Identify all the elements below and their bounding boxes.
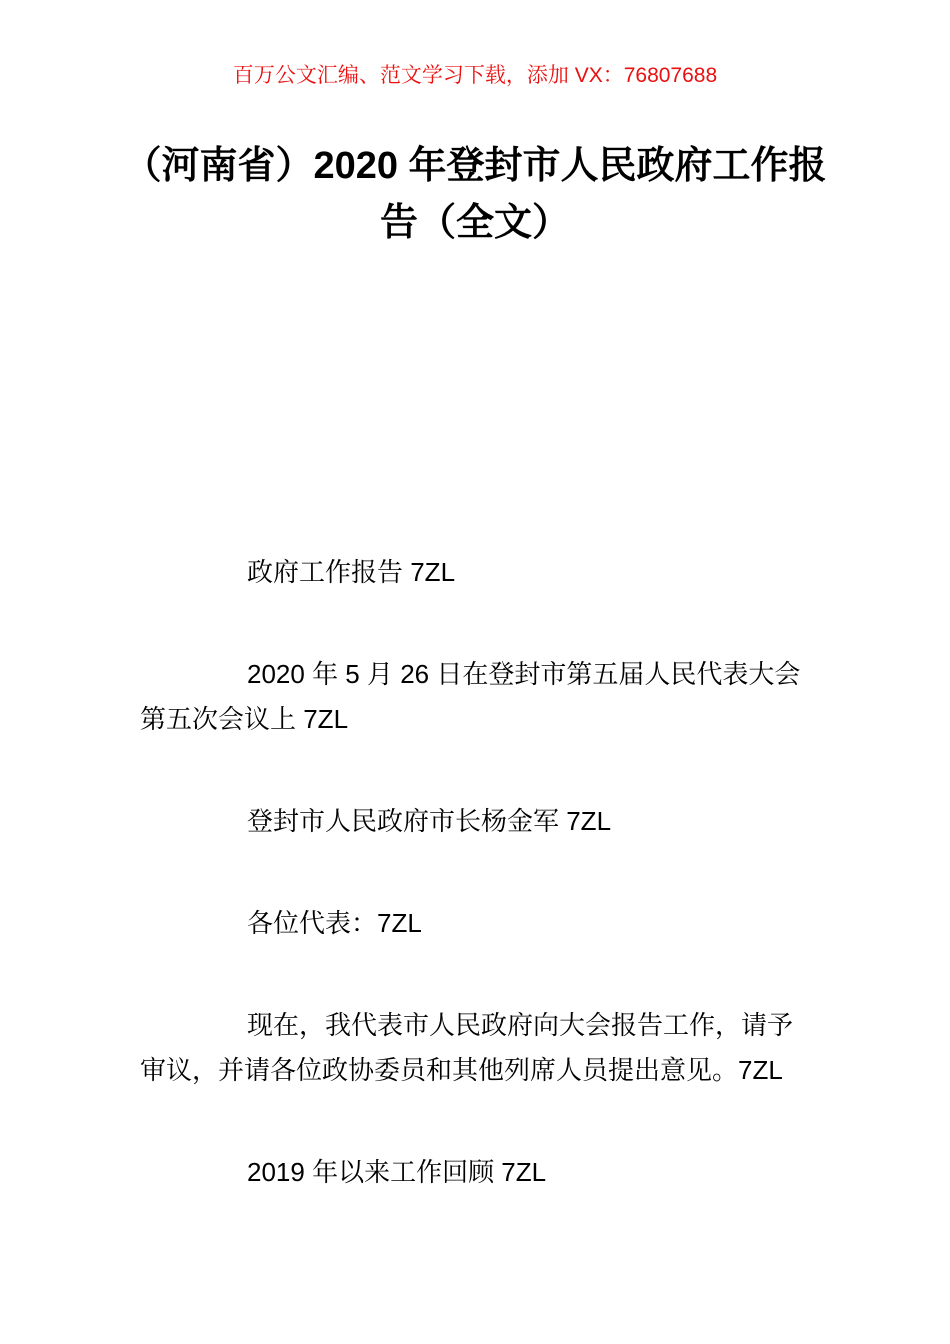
promo-header-text: 百万公文汇编、范文学习下载，添加 VX：76807688 [232, 64, 718, 87]
doc-title-line-2: 告（全文） [379, 202, 570, 244]
paragraph-salutation [140, 901, 810, 946]
paragraph-session-info [140, 652, 810, 742]
paragraph-report-label [140, 550, 810, 595]
paragraph-line: 第五次会议上 7ZL [140, 704, 349, 734]
paragraph-line: 登封市人民政府市长杨金军 7ZL [247, 806, 612, 836]
doc-title-line-1: （河南省）2020 年登封市人民政府工作报 [123, 145, 827, 187]
doc-body [140, 252, 810, 1195]
paragraph-line: 现在，我代表市人民政府向大会报告工作，请予 [247, 1010, 794, 1040]
paragraph-line: 政府工作报告 7ZL [247, 557, 456, 587]
paragraph-speaker [140, 799, 810, 844]
paragraph-line: 各位代表：7ZL [247, 908, 422, 938]
paragraph-line: 2020 年 5 月 26 日在登封市第五届人民代表大会 [247, 659, 801, 689]
doc-title [0, 138, 950, 252]
paragraph-line: 审议，并请各位政协委员和其他列席人员提出意见。7ZL [140, 1055, 783, 1085]
paragraph-opening [140, 1003, 810, 1093]
paragraph-line: 2019 年以来工作回顾 7ZL [247, 1157, 547, 1187]
paragraph-review-heading [140, 1150, 810, 1195]
